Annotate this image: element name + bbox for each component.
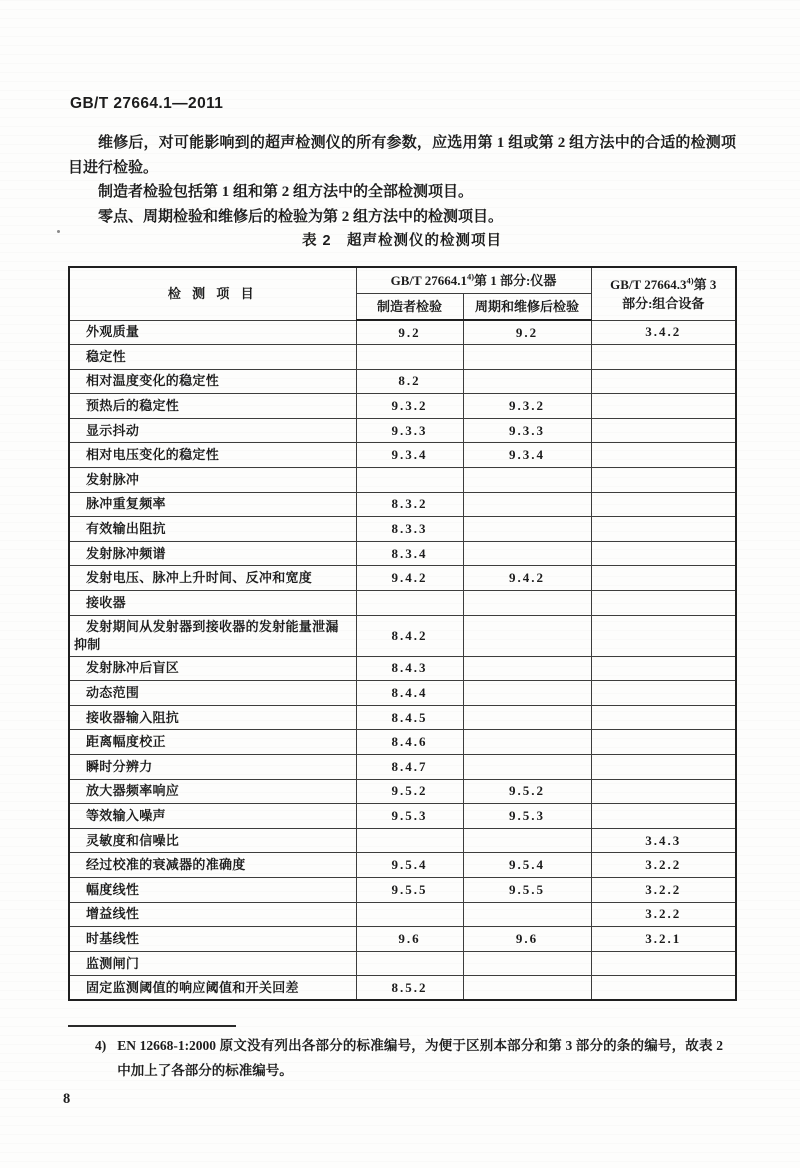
- item-cell: 固定监测阈值的响应阈值和开关回差: [69, 976, 356, 1001]
- manufacturer-check-cell: 8.4.7: [356, 755, 463, 780]
- manufacturer-check-cell: 8.4.2: [356, 615, 463, 656]
- manufacturer-check-cell: 9.5.4: [356, 853, 463, 878]
- manufacturer-check-cell: 9.3.3: [356, 418, 463, 443]
- periodic-repair-check-cell: 9.3.3: [463, 418, 591, 443]
- combined-equipment-cell: [591, 591, 736, 616]
- item-cell: 稳定性: [69, 345, 356, 370]
- table-row: [69, 705, 736, 730]
- periodic-repair-check-cell: 9.5.3: [463, 804, 591, 829]
- table-row: [69, 656, 736, 681]
- combined-equipment-cell: [591, 418, 736, 443]
- item-cell: 发射脉冲频谱: [69, 541, 356, 566]
- periodic-repair-check-cell: [463, 468, 591, 493]
- combined-equipment-cell: [591, 566, 736, 591]
- periodic-repair-check-cell: [463, 902, 591, 927]
- item-cell: 有效输出阻抗: [69, 517, 356, 542]
- item-cell: 接收器输入阻抗: [69, 705, 356, 730]
- item-cell: 外观质量: [69, 320, 356, 345]
- periodic-repair-check-cell: [463, 951, 591, 976]
- combined-equipment-cell: [591, 656, 736, 681]
- table-row: [69, 877, 736, 902]
- manufacturer-check-cell: 9.5.5: [356, 877, 463, 902]
- manufacturer-check-cell: 8.4.5: [356, 705, 463, 730]
- item-cell: 发射脉冲后盲区: [69, 656, 356, 681]
- item-cell: 发射电压、脉冲上升时间、反冲和宽度: [69, 566, 356, 591]
- table-row: [69, 517, 736, 542]
- item-cell: 幅度线性: [69, 877, 356, 902]
- table-row: [69, 828, 736, 853]
- combined-equipment-cell: 3.2.2: [591, 902, 736, 927]
- footnote-separator: [68, 1025, 236, 1027]
- table-row: [69, 591, 736, 616]
- periodic-repair-check-cell: 9.4.2: [463, 566, 591, 591]
- manufacturer-check-cell: 9.3.2: [356, 394, 463, 419]
- periodic-repair-check-cell: [463, 681, 591, 706]
- periodic-repair-check-cell: [463, 517, 591, 542]
- combined-equipment-cell: 3.4.2: [591, 320, 736, 345]
- part3-title-line2: 部分:组合设备: [622, 295, 705, 311]
- footnote-marker: 4): [95, 1038, 107, 1053]
- item-cell: 灵敏度和信噪比: [69, 828, 356, 853]
- col-header-item: 检 测 项 目: [69, 267, 356, 320]
- body-text: [68, 131, 736, 229]
- part1-standard-number: GB/T 27664.1: [390, 273, 467, 288]
- footnote-ref-sup: 4): [686, 275, 694, 286]
- manufacturer-check-cell: [356, 902, 463, 927]
- item-cell: 显示抖动: [69, 418, 356, 443]
- periodic-repair-check-cell: 9.3.2: [463, 394, 591, 419]
- combined-equipment-cell: [591, 730, 736, 755]
- footnote-ref-sup: 4): [466, 271, 475, 282]
- table-row: [69, 951, 736, 976]
- periodic-repair-check-cell: 9.5.2: [463, 779, 591, 804]
- manufacturer-check-cell: 8.3.2: [356, 492, 463, 517]
- manufacturer-check-cell: 9.5.3: [356, 804, 463, 829]
- table-row: [69, 681, 736, 706]
- table-row: [69, 976, 736, 1001]
- table-row: [69, 541, 736, 566]
- paragraph-periodic-check: 零点、周期检验和维修后的检验为第 2 组方法中的检测项目。: [98, 208, 504, 225]
- scan-artifact-dot: [57, 230, 60, 233]
- table-row: [69, 345, 736, 370]
- combined-equipment-cell: [591, 615, 736, 656]
- item-cell: 等效输入噪声: [69, 804, 356, 829]
- periodic-repair-check-cell: [463, 755, 591, 780]
- periodic-repair-check-cell: [463, 705, 591, 730]
- periodic-repair-check-cell: [463, 976, 591, 1001]
- item-cell: 脉冲重复频率: [69, 492, 356, 517]
- combined-equipment-cell: [591, 517, 736, 542]
- periodic-repair-check-cell: 9.5.5: [463, 877, 591, 902]
- manufacturer-check-cell: [356, 828, 463, 853]
- manufacturer-check-cell: [356, 591, 463, 616]
- combined-equipment-cell: [591, 951, 736, 976]
- footnote: [95, 1033, 723, 1083]
- manufacturer-check-cell: 9.5.2: [356, 779, 463, 804]
- combined-equipment-cell: 3.2.1: [591, 927, 736, 952]
- col-header-manufacturer-check: 制造者检验: [356, 294, 463, 321]
- periodic-repair-check-cell: [463, 541, 591, 566]
- table-row: [69, 779, 736, 804]
- item-cell: 增益线性: [69, 902, 356, 927]
- periodic-repair-check-cell: 9.2: [463, 320, 591, 345]
- item-cell: 预热后的稳定性: [69, 394, 356, 419]
- manufacturer-check-cell: [356, 345, 463, 370]
- item-cell: 放大器频率响应: [69, 779, 356, 804]
- table-row: [69, 853, 736, 878]
- combined-equipment-cell: [591, 541, 736, 566]
- item-cell: 相对温度变化的稳定性: [69, 369, 356, 394]
- table-row: [69, 804, 736, 829]
- item-cell: 相对电压变化的稳定性: [69, 443, 356, 468]
- table-caption: 表 2 超声检测仪的检测项目: [301, 233, 503, 249]
- combined-equipment-cell: [591, 443, 736, 468]
- manufacturer-check-cell: [356, 468, 463, 493]
- doc-number: GB/T 27664.1—2011: [70, 95, 224, 112]
- table-row: [69, 418, 736, 443]
- table-row: [69, 320, 736, 345]
- combined-equipment-cell: [591, 976, 736, 1001]
- manufacturer-check-cell: 8.4.3: [356, 656, 463, 681]
- periodic-repair-check-cell: [463, 369, 591, 394]
- part3-title-line1: 第 3: [693, 276, 717, 292]
- periodic-repair-check-cell: [463, 828, 591, 853]
- table-row: [69, 369, 736, 394]
- table-row: [69, 468, 736, 493]
- periodic-repair-check-cell: [463, 345, 591, 370]
- periodic-repair-check-cell: [463, 492, 591, 517]
- periodic-repair-check-cell: 9.3.4: [463, 443, 591, 468]
- item-cell: 监测闸门: [69, 951, 356, 976]
- part3-standard-number: GB/T 27664.3: [610, 276, 687, 292]
- combined-equipment-cell: [591, 804, 736, 829]
- manufacturer-check-cell: 9.6: [356, 927, 463, 952]
- table-row: [69, 927, 736, 952]
- table-row: [69, 730, 736, 755]
- item-cell: 动态范围: [69, 681, 356, 706]
- combined-equipment-cell: 3.2.2: [591, 877, 736, 902]
- combined-equipment-cell: [591, 681, 736, 706]
- item-cell: 发射期间从发射器到接收器的发射能量泄漏抑制: [69, 615, 356, 656]
- periodic-repair-check-cell: [463, 656, 591, 681]
- inspection-items-table: [68, 266, 737, 1001]
- table-header-row-group: [69, 267, 736, 294]
- table-header: [69, 267, 736, 320]
- combined-equipment-cell: [591, 705, 736, 730]
- table-body: [69, 320, 736, 1000]
- footnote-text: EN 12668-1:2000 原文没有列出各部分的标准编号，为便于区别本部分和第 3 部分的条的编号，故表 2 中加上了各部分的标准编号。: [117, 1038, 723, 1078]
- combined-equipment-cell: 3.2.2: [591, 853, 736, 878]
- item-cell: 发射脉冲: [69, 468, 356, 493]
- combined-equipment-cell: [591, 369, 736, 394]
- combined-equipment-cell: [591, 468, 736, 493]
- paragraph-repair-check: 维修后，对可能影响到的超声检测仪的所有参数，应选用第 1 组或第 2 组方法中的合适的检测项目进行检验。: [68, 135, 736, 176]
- col-header-part3: [591, 267, 736, 320]
- manufacturer-check-cell: 8.4.6: [356, 730, 463, 755]
- manufacturer-check-cell: 8.5.2: [356, 976, 463, 1001]
- combined-equipment-cell: [591, 394, 736, 419]
- manufacturer-check-cell: 8.3.3: [356, 517, 463, 542]
- manufacturer-check-cell: 9.3.4: [356, 443, 463, 468]
- manufacturer-check-cell: 9.4.2: [356, 566, 463, 591]
- manufacturer-check-cell: 8.2: [356, 369, 463, 394]
- manufacturer-check-cell: 9.2: [356, 320, 463, 345]
- combined-equipment-cell: [591, 345, 736, 370]
- col-header-periodic-repair-check: 周期和维修后检验: [463, 294, 591, 321]
- table-row: [69, 566, 736, 591]
- item-cell: 距离幅度校正: [69, 730, 356, 755]
- combined-equipment-cell: 3.4.3: [591, 828, 736, 853]
- manufacturer-check-cell: 8.4.4: [356, 681, 463, 706]
- combined-equipment-cell: [591, 492, 736, 517]
- periodic-repair-check-cell: 9.5.4: [463, 853, 591, 878]
- item-cell: 接收器: [69, 591, 356, 616]
- manufacturer-check-cell: [356, 951, 463, 976]
- periodic-repair-check-cell: [463, 730, 591, 755]
- item-cell: 瞬时分辨力: [69, 755, 356, 780]
- table-row: [69, 394, 736, 419]
- table-row: [69, 443, 736, 468]
- col-header-part1-group: [356, 267, 591, 294]
- table-row: [69, 615, 736, 656]
- table-row: [69, 755, 736, 780]
- periodic-repair-check-cell: [463, 615, 591, 656]
- part1-title: 第 1 部分:仪器: [474, 273, 557, 288]
- item-cell: 时基线性: [69, 927, 356, 952]
- periodic-repair-check-cell: 9.6: [463, 927, 591, 952]
- paragraph-manufacturer-check: 制造者检验包括第 1 组和第 2 组方法中的全部检测项目。: [98, 184, 474, 200]
- page-number: 8: [63, 1091, 71, 1107]
- manufacturer-check-cell: 8.3.4: [356, 541, 463, 566]
- combined-equipment-cell: [591, 779, 736, 804]
- table-row: [69, 492, 736, 517]
- combined-equipment-cell: [591, 755, 736, 780]
- table-row: [69, 902, 736, 927]
- periodic-repair-check-cell: [463, 591, 591, 616]
- item-cell: 经过校准的衰减器的准确度: [69, 853, 356, 878]
